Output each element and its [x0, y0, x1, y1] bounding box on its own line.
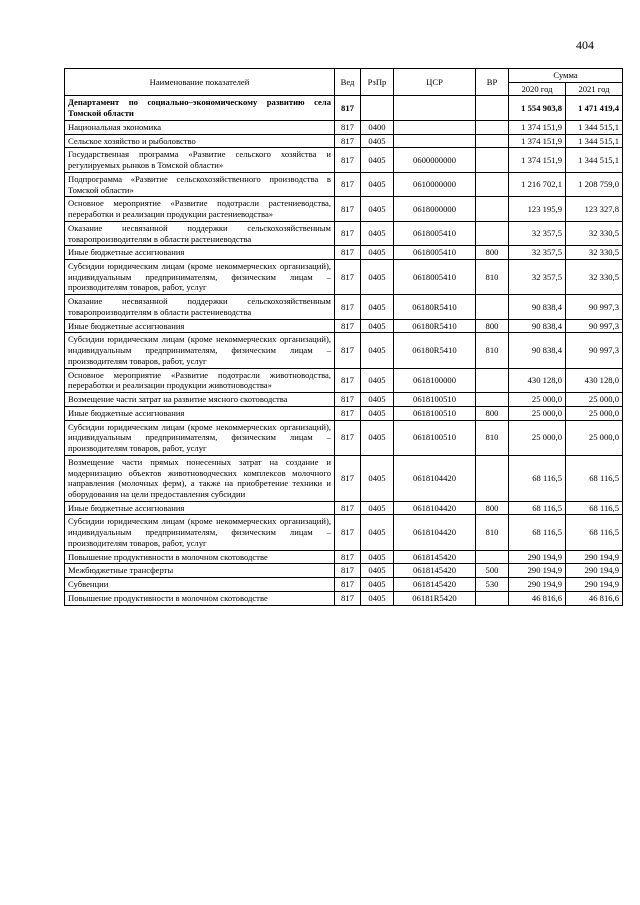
cell-csr: 0618005410 — [394, 246, 476, 260]
cell-2021: 1 344 515,1 — [566, 134, 623, 148]
cell-name: Государственная программа «Развитие сельского хозяйства и регулируемых рынков в Томской области» — [65, 148, 335, 172]
cell-2020: 1 374 151,9 — [509, 120, 566, 134]
table-row — [65, 406, 623, 420]
cell-2021: 123 327,8 — [566, 197, 623, 221]
cell-rzpr: 0405 — [361, 134, 394, 148]
cell-rzpr: 0405 — [361, 295, 394, 319]
table-row — [65, 260, 623, 295]
cell-2021: 68 116,5 — [566, 515, 623, 550]
cell-vr: 810 — [476, 333, 509, 368]
cell-ved: 817 — [335, 393, 361, 407]
cell-csr: 0618100510 — [394, 393, 476, 407]
cell-rzpr: 0405 — [361, 591, 394, 605]
cell-2020: 90 838,4 — [509, 319, 566, 333]
cell-ved: 817 — [335, 515, 361, 550]
page-number: 404 — [576, 38, 594, 52]
cell-vr: 800 — [476, 246, 509, 260]
cell-name: Межбюджетные трансферты — [65, 564, 335, 578]
cell-csr: 06180R5410 — [394, 319, 476, 333]
cell-2021: 32 330,5 — [566, 246, 623, 260]
header-rzpr: РзПр — [361, 69, 394, 96]
cell-ved: 817 — [335, 319, 361, 333]
table-row — [65, 96, 623, 120]
cell-2021: 430 128,0 — [566, 368, 623, 392]
cell-name: Субсидии юридическим лицам (кроме некоммерческих организаций), индивидуальным предпринимателям, физическим лицам – производителям товаров, работ, услуг — [65, 420, 335, 455]
cell-ved: 817 — [335, 333, 361, 368]
cell-2020: 1 554 903,8 — [509, 96, 566, 120]
cell-csr: 0618104420 — [394, 501, 476, 515]
cell-name: Субсидии юридическим лицам (кроме некоммерческих организаций), индивидуальным предпринимателям, физическим лицам – производителям товаров, работ, услуг — [65, 260, 335, 295]
cell-name: Иные бюджетные ассигнования — [65, 319, 335, 333]
cell-name: Возмещение части прямых понесенных затрат на создание и модернизацию объектов животноводческих комплексов молочного направления (молочных ферм), а также на приобретение техники и оборудования на цели предоставления субсидии — [65, 455, 335, 501]
cell-2020: 430 128,0 — [509, 368, 566, 392]
table-row — [65, 295, 623, 319]
table-row — [65, 455, 623, 501]
cell-csr: 0618005410 — [394, 260, 476, 295]
cell-ved: 817 — [335, 148, 361, 172]
cell-rzpr: 0405 — [361, 420, 394, 455]
cell-rzpr: 0405 — [361, 319, 394, 333]
table-row — [65, 134, 623, 148]
cell-csr: 0618104420 — [394, 515, 476, 550]
table-row — [65, 221, 623, 245]
cell-vr — [476, 148, 509, 172]
cell-ved: 817 — [335, 295, 361, 319]
cell-rzpr: 0405 — [361, 515, 394, 550]
cell-2020: 68 116,5 — [509, 455, 566, 501]
cell-rzpr: 0405 — [361, 578, 394, 592]
cell-rzpr: 0405 — [361, 260, 394, 295]
cell-ved: 817 — [335, 221, 361, 245]
cell-2021: 1 344 515,1 — [566, 148, 623, 172]
cell-vr — [476, 591, 509, 605]
cell-2020: 1 374 151,9 — [509, 134, 566, 148]
cell-csr: 0618145420 — [394, 550, 476, 564]
cell-name: Субсидии юридическим лицам (кроме некоммерческих организаций), индивидуальным предпринимателям, физическим лицам – производителям товаров, работ, услуг — [65, 333, 335, 368]
table-row — [65, 515, 623, 550]
cell-name: Возмещение части затрат на развитие мясного скотоводства — [65, 393, 335, 407]
cell-ved: 817 — [335, 260, 361, 295]
cell-2020: 25 000,0 — [509, 406, 566, 420]
cell-name: Основное мероприятие «Развитие подотрасли растениеводства, переработки и реализации продукции растениеводства» — [65, 197, 335, 221]
cell-vr — [476, 120, 509, 134]
cell-ved: 817 — [335, 197, 361, 221]
cell-ved: 817 — [335, 578, 361, 592]
cell-ved: 817 — [335, 455, 361, 501]
cell-csr: 0610000000 — [394, 172, 476, 196]
cell-2021: 25 000,0 — [566, 406, 623, 420]
cell-csr: 0618000000 — [394, 197, 476, 221]
cell-2021: 32 330,5 — [566, 260, 623, 295]
table-row — [65, 246, 623, 260]
cell-csr: 0618145420 — [394, 564, 476, 578]
cell-rzpr: 0405 — [361, 368, 394, 392]
cell-vr — [476, 197, 509, 221]
cell-rzpr: 0405 — [361, 333, 394, 368]
cell-name: Иные бюджетные ассигнования — [65, 406, 335, 420]
cell-ved: 817 — [335, 550, 361, 564]
cell-csr: 0618145420 — [394, 578, 476, 592]
cell-ved: 817 — [335, 501, 361, 515]
cell-ved: 817 — [335, 172, 361, 196]
table-row — [65, 172, 623, 196]
table-row — [65, 120, 623, 134]
table-row — [65, 578, 623, 592]
cell-csr: 0618104420 — [394, 455, 476, 501]
cell-ved: 817 — [335, 246, 361, 260]
cell-2021: 1 208 759,0 — [566, 172, 623, 196]
cell-vr: 800 — [476, 501, 509, 515]
cell-rzpr: 0405 — [361, 172, 394, 196]
cell-name: Субвенции — [65, 578, 335, 592]
cell-2020: 68 116,5 — [509, 501, 566, 515]
cell-2021: 68 116,5 — [566, 501, 623, 515]
cell-rzpr: 0400 — [361, 120, 394, 134]
cell-2021: 68 116,5 — [566, 455, 623, 501]
cell-rzpr: 0405 — [361, 406, 394, 420]
cell-csr: 0618100510 — [394, 420, 476, 455]
table-row — [65, 501, 623, 515]
cell-name: Департамент по социально–экономическому развитию села Томской области — [65, 96, 335, 120]
cell-2020: 1 374 151,9 — [509, 148, 566, 172]
header-name: Наименование показателей — [65, 69, 335, 96]
table-row — [65, 319, 623, 333]
cell-rzpr: 0405 — [361, 501, 394, 515]
cell-name: Повышение продуктивности в молочном скотоводстве — [65, 550, 335, 564]
cell-rzpr: 0405 — [361, 455, 394, 501]
header-csr: ЦСР — [394, 69, 476, 96]
cell-rzpr — [361, 96, 394, 120]
cell-vr: 810 — [476, 515, 509, 550]
cell-name: Основное мероприятие «Развитие подотрасли животноводства, переработки и реализации продукции животноводства» — [65, 368, 335, 392]
cell-csr: 0618005410 — [394, 221, 476, 245]
cell-vr: 500 — [476, 564, 509, 578]
cell-rzpr: 0405 — [361, 221, 394, 245]
cell-2020: 90 838,4 — [509, 295, 566, 319]
cell-2020: 68 116,5 — [509, 515, 566, 550]
cell-vr: 810 — [476, 260, 509, 295]
cell-ved: 817 — [335, 134, 361, 148]
cell-2021: 25 000,0 — [566, 393, 623, 407]
cell-name: Национальная экономика — [65, 120, 335, 134]
cell-name: Повышение продуктивности в молочном скотоводстве — [65, 591, 335, 605]
cell-name: Подпрограмма «Развитие сельскохозяйственного производства в Томской области» — [65, 172, 335, 196]
cell-2021: 90 997,3 — [566, 333, 623, 368]
table-row — [65, 393, 623, 407]
cell-2020: 290 194,9 — [509, 578, 566, 592]
cell-2021: 1 344 515,1 — [566, 120, 623, 134]
cell-rzpr: 0405 — [361, 197, 394, 221]
cell-rzpr: 0405 — [361, 564, 394, 578]
cell-name: Иные бюджетные ассигнования — [65, 501, 335, 515]
table-body — [65, 96, 623, 605]
cell-2020: 46 816,6 — [509, 591, 566, 605]
budget-table — [64, 68, 623, 606]
cell-2021: 290 194,9 — [566, 578, 623, 592]
table-row — [65, 197, 623, 221]
cell-vr — [476, 393, 509, 407]
cell-2020: 1 216 702,1 — [509, 172, 566, 196]
cell-vr — [476, 221, 509, 245]
cell-vr — [476, 134, 509, 148]
table-row — [65, 550, 623, 564]
cell-vr — [476, 172, 509, 196]
cell-vr: 530 — [476, 578, 509, 592]
cell-2020: 32 357,5 — [509, 246, 566, 260]
cell-rzpr: 0405 — [361, 393, 394, 407]
table-row — [65, 591, 623, 605]
cell-2021: 290 194,9 — [566, 564, 623, 578]
cell-vr: 810 — [476, 420, 509, 455]
cell-vr: 800 — [476, 319, 509, 333]
cell-csr: 0618100000 — [394, 368, 476, 392]
cell-vr — [476, 96, 509, 120]
cell-name: Сельское хозяйство и рыболовство — [65, 134, 335, 148]
cell-ved: 817 — [335, 564, 361, 578]
cell-2021: 290 194,9 — [566, 550, 623, 564]
cell-2020: 90 838,4 — [509, 333, 566, 368]
cell-2020: 123 195,9 — [509, 197, 566, 221]
cell-csr: 0618100510 — [394, 406, 476, 420]
cell-2020: 25 000,0 — [509, 420, 566, 455]
cell-rzpr: 0405 — [361, 550, 394, 564]
cell-csr: 06180R5410 — [394, 333, 476, 368]
cell-vr — [476, 368, 509, 392]
cell-vr — [476, 550, 509, 564]
cell-ved: 817 — [335, 120, 361, 134]
cell-csr — [394, 134, 476, 148]
cell-vr: 800 — [476, 406, 509, 420]
table-row — [65, 148, 623, 172]
cell-2021: 25 000,0 — [566, 420, 623, 455]
cell-name: Оказание несвязанной поддержки сельскохозяйственным товаропроизводителям в области растениеводства — [65, 221, 335, 245]
header-sum: Сумма — [509, 69, 623, 83]
cell-ved: 817 — [335, 591, 361, 605]
cell-csr: 06180R5410 — [394, 295, 476, 319]
cell-rzpr: 0405 — [361, 148, 394, 172]
table-row — [65, 333, 623, 368]
cell-ved: 817 — [335, 406, 361, 420]
header-2021: 2021 год — [566, 82, 623, 96]
cell-name: Оказание несвязанной поддержки сельскохозяйственным товаропроизводителям в области растениеводства — [65, 295, 335, 319]
header-2020: 2020 год — [509, 82, 566, 96]
header-vr: ВР — [476, 69, 509, 96]
cell-2021: 90 997,3 — [566, 295, 623, 319]
cell-vr — [476, 455, 509, 501]
cell-ved: 817 — [335, 420, 361, 455]
cell-2020: 32 357,5 — [509, 260, 566, 295]
table-header — [65, 69, 623, 96]
cell-2021: 32 330,5 — [566, 221, 623, 245]
cell-csr: 0600000000 — [394, 148, 476, 172]
header-ved: Вед — [335, 69, 361, 96]
cell-csr: 06181R5420 — [394, 591, 476, 605]
table-row — [65, 564, 623, 578]
table-row — [65, 420, 623, 455]
cell-2021: 46 816,6 — [566, 591, 623, 605]
table-row — [65, 368, 623, 392]
cell-name: Субсидии юридическим лицам (кроме некоммерческих организаций), индивидуальным предпринимателям, физическим лицам – производителям товаров, работ, услуг — [65, 515, 335, 550]
cell-2020: 290 194,9 — [509, 564, 566, 578]
cell-rzpr: 0405 — [361, 246, 394, 260]
cell-ved: 817 — [335, 368, 361, 392]
cell-csr — [394, 120, 476, 134]
cell-2021: 1 471 419,4 — [566, 96, 623, 120]
cell-2020: 32 357,5 — [509, 221, 566, 245]
cell-2021: 90 997,3 — [566, 319, 623, 333]
cell-vr — [476, 295, 509, 319]
cell-name: Иные бюджетные ассигнования — [65, 246, 335, 260]
cell-csr — [394, 96, 476, 120]
cell-ved: 817 — [335, 96, 361, 120]
cell-2020: 290 194,9 — [509, 550, 566, 564]
cell-2020: 25 000,0 — [509, 393, 566, 407]
